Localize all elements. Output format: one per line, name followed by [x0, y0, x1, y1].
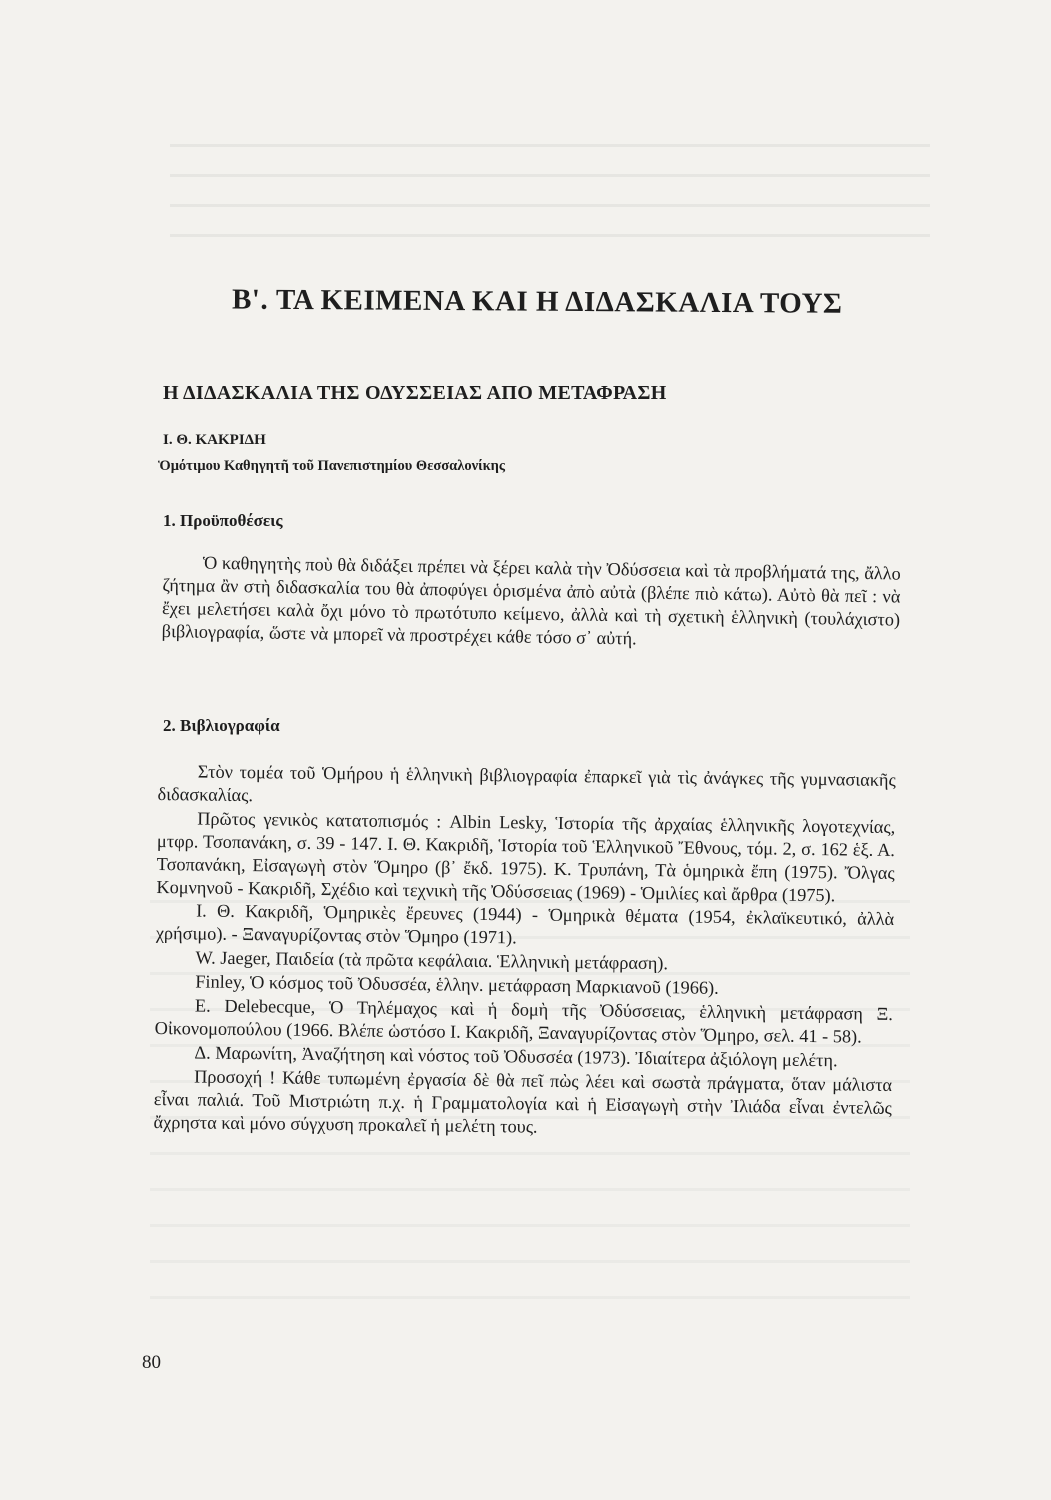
paragraph: Δ. Μαρωνίτη, Ἀναζήτηση καὶ νόστος τοῦ Ὀδυσσέα (1973). Ἰδιαίτερα ἀξιόλογη μελέτη.	[194, 1042, 838, 1071]
heading-prerequisites: 1. Προϋποθέσεις	[163, 511, 283, 530]
paragraph: E. Delebecque, Ὁ Τηλέμαχος καὶ ἡ δομὴ τῆς Ὀδύσσειας, ἑλληνικὴ μετάφραση Ξ. Οἰκονομοπούλου (1966. Βλέπε ὡστόσο Ι. Κακριδῆ, Ξαναγυρίζοντας στὸν Ὅμηρο, σελ. 41 - 58).	[154, 995, 894, 1047]
show-through-text	[170, 130, 930, 250]
author-name: Ι. Θ. ΚΑΚΡΙΔΗ	[163, 432, 266, 448]
article-title: Η ΔΙΔΑΣΚΑΛΙΑ ΤΗΣ ΟΔΥΣΣΕΙΑΣ ΑΠΟ ΜΕΤΑΦΡΑΣΗ	[163, 382, 667, 404]
paragraph: Finley, Ὁ κόσμος τοῦ Ὀδυσσέα, ἑλλην. μετάφραση Μαρκιανοῦ (1966).	[195, 971, 719, 999]
paragraph: W. Jaeger, Παιδεία (τὰ πρῶτα κεφάλαια. Ἑλληνικὴ μετάφραση).	[195, 947, 669, 974]
heading-bibliography: 2. Βιβλιογραφία	[163, 716, 280, 735]
paragraph: Πρῶτος γενικὸς κατατοπισμός : Albin Lesky, Ἱστορία τῆς ἀρχαίας ἑλληνικῆς λογοτεχνίας, μτφρ. Τσοπανάκη, σ. 39 - 147. Ι. Θ. Κακριδῆ, Ἱστορία τοῦ Ἑλληνικοῦ Ἔθνους, τόμ. 2, σ. 162 ἑξ. Α. Τσοπανάκη, Εἰσαγωγὴ στὸν Ὅμηρο (β᾽ ἔκδ. 1975). Κ. Τρυπάνη, Τὰ ὁμηρικὰ ἔπη (1975). Ὄλγας Κομνηνοῦ - Κακριδῆ, Σχέδιο καὶ τεχνικὴ τῆς Ὀδύσσειας (1969) - Ὁμιλίες καὶ ἄρθρα (1975).	[156, 808, 896, 905]
paragraph: Προσοχή ! Κάθε τυπωμένη ἐργασία δὲ θὰ πεῖ πὼς λέει καὶ σωστὰ πράγματα, ὅταν μάλιστα εἶναι παλιά. Τοῦ Μιστριώτη π.χ. ἡ Γραμματολογία καὶ ἡ Εἰσαγωγὴ στὴν Ἰλιάδα εἶναι ἐντελῶς ἄχρηστα καὶ μόνο σύγχυση προκαλεῖ ἡ μελέτη τους.	[153, 1066, 893, 1137]
section-title: B'. ΤΑ ΚΕΙΜΕΝΑ ΚΑΙ Η ΔΙΔΑΣΚΑΛΙΑ ΤΟΥΣ	[231, 283, 843, 320]
section-bibliography-body	[153, 760, 896, 1142]
page-number: 80	[142, 1352, 161, 1373]
paragraph: Ι. Θ. Κακριδῆ, Ὁμηρικὲς ἔρευνες (1944) - Ὁμηρικὰ θέματα (1954, ἐκλαϊκευτικό, ἀλλὰ χρήσιμο). - Ξαναγυρίζοντας στὸν Ὅμηρο (1971).	[155, 900, 895, 948]
author-affiliation: Ὁμότιμου Καθηγητῆ τοῦ Πανεπιστημίου Θεσσαλονίκης	[158, 458, 506, 474]
section-prerequisites-body	[162, 551, 901, 654]
paragraph: Στὸν τομέα τοῦ Ὁμήρου ἡ ἑλληνικὴ βιβλιογραφία ἐπαρκεῖ γιὰ τὶς ἀνάγκες τῆς γυμνασιακῆς διδασκαλίας.	[157, 761, 896, 806]
paragraph: Ὁ καθηγητὴς ποὺ θὰ διδάξει πρέπει νὰ ξέρει καλὰ τὴν Ὀδύσσεια καὶ τὰ προβλήματά της, ἄλλο ζήτημα ἂν στὴ διδασκαλία του θὰ ἀποφύγει ὁρισμένα ἀπὸ αὐτὰ (βλέπε πιὸ κάτω). Αὐτὸ θὰ πεῖ : νὰ ἔχει μελετήσει καλὰ ὄχι μόνο τὸ πρωτότυπο κείμενο, ἀλλὰ καὶ τὴ σχετικὴ ἑλληνικὴ (τουλάχιστο) βιβλιογραφία, ὥστε νὰ μπορεῖ νὰ προστρέχει κάθε τόσο σ᾽ αὐτή.	[161, 552, 901, 649]
